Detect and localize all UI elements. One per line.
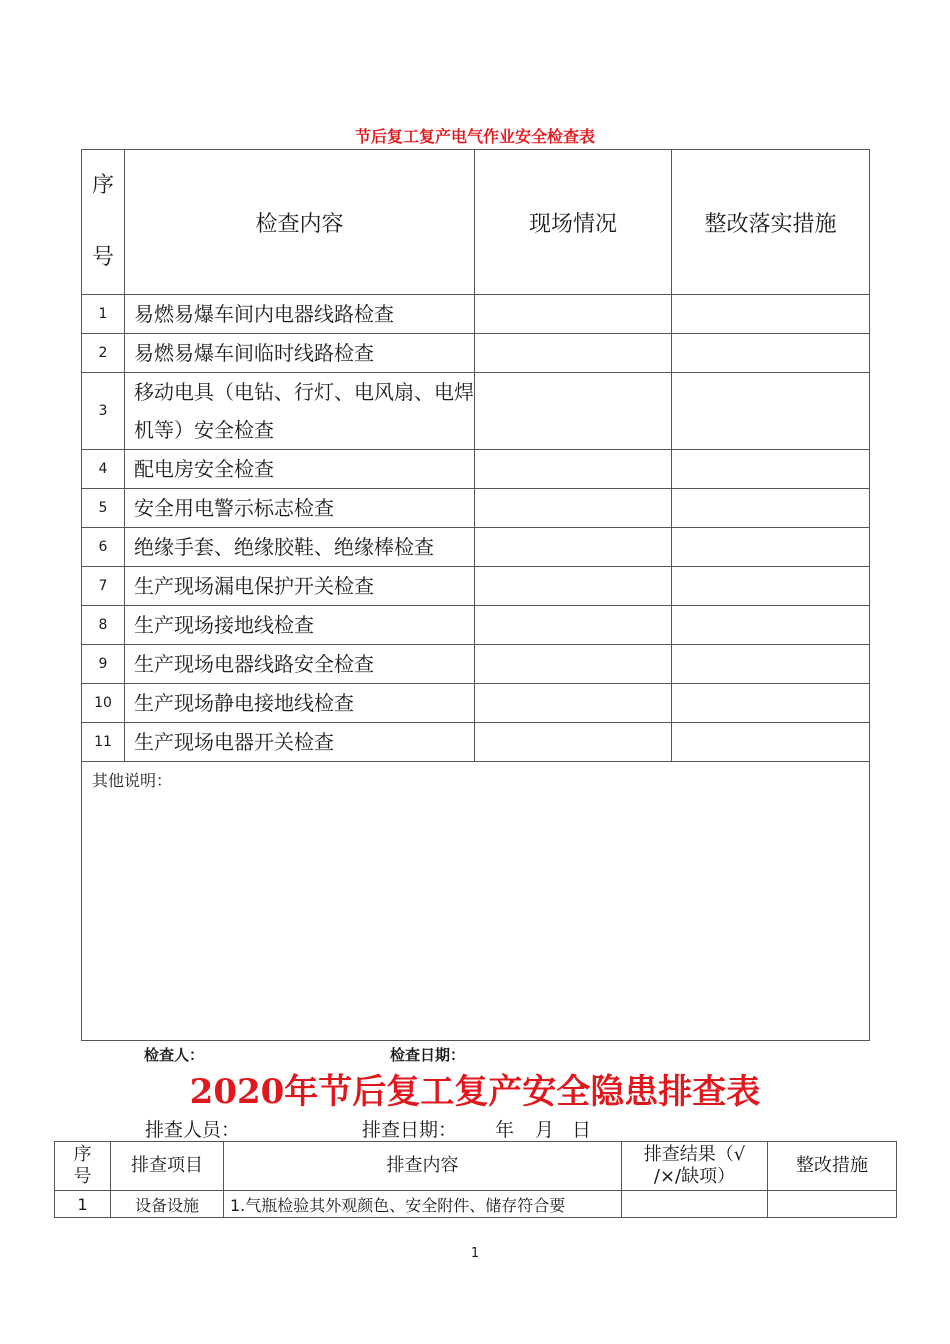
row-content: 生产现场电器开关检查	[125, 723, 475, 762]
day-label: 日	[572, 1119, 592, 1141]
table-row	[82, 645, 870, 684]
row-content: 生产现场接地线检查	[125, 606, 475, 645]
measures-cell[interactable]	[672, 606, 870, 645]
header-seq-line2: 号	[91, 245, 114, 270]
header-item: 排查项目	[111, 1142, 224, 1191]
header-measures: 整改措施	[768, 1142, 897, 1191]
situation-cell[interactable]	[475, 606, 672, 645]
month-label: 月	[535, 1119, 555, 1141]
header-result-line1: 排查结果（√	[643, 1144, 746, 1165]
doc1-title: 节后复工复产电气作业安全检查表	[354, 127, 595, 146]
row-number: 5	[82, 489, 125, 528]
row-number: 11	[82, 723, 125, 762]
table-row	[82, 334, 870, 373]
measures-cell[interactable]	[672, 450, 870, 489]
table-row	[82, 567, 870, 606]
header-result	[622, 1142, 768, 1191]
row-content: 绝缘手套、绝缘胶鞋、绝缘棒检查	[125, 528, 475, 567]
header-content: 排查内容	[224, 1142, 622, 1191]
row-number: 3	[82, 373, 125, 450]
doc2-title: 2020年节后复工复产安全隐患排查表	[189, 1072, 761, 1112]
measures-cell[interactable]	[672, 567, 870, 606]
situation-cell[interactable]	[475, 528, 672, 567]
row-item: 设备设施	[111, 1191, 224, 1218]
table-row	[82, 450, 870, 489]
notes-cell[interactable]	[82, 762, 870, 1041]
table-row	[82, 489, 870, 528]
measures-cell[interactable]	[672, 528, 870, 567]
header-seq-line1: 序	[91, 173, 114, 198]
check-date-label: 排查日期：	[362, 1119, 458, 1141]
row-content: 配电房安全检查	[125, 450, 475, 489]
inspector-label: 检查人：	[144, 1046, 205, 1064]
table-row	[82, 373, 870, 450]
row-content: 生产现场静电接地线检查	[125, 684, 475, 723]
hazard-check-table	[54, 1141, 897, 1218]
situation-cell[interactable]	[475, 489, 672, 528]
header-content: 检查内容	[125, 150, 475, 295]
staff-label: 排查人员：	[145, 1119, 241, 1141]
header-situation: 现场情况	[475, 150, 672, 295]
table-header-row	[82, 150, 870, 295]
result-cell[interactable]	[622, 1191, 768, 1218]
table-row	[55, 1191, 897, 1218]
table-row	[82, 528, 870, 567]
table-row	[82, 723, 870, 762]
situation-cell[interactable]	[475, 645, 672, 684]
situation-cell[interactable]	[475, 684, 672, 723]
situation-cell[interactable]	[475, 373, 672, 450]
row-content: 易燃易爆车间内电器线路检查	[125, 295, 475, 334]
row-content: 生产现场电器线路安全检查	[125, 645, 475, 684]
table-row	[82, 295, 870, 334]
inspection-date-label: 检查日期：	[390, 1046, 466, 1064]
measures-cell[interactable]	[768, 1191, 897, 1218]
table-row	[82, 684, 870, 723]
page-number: 1	[470, 1246, 480, 1261]
row-content: 安全用电警示标志检查	[125, 489, 475, 528]
row-number: 1	[82, 295, 125, 334]
situation-cell[interactable]	[475, 567, 672, 606]
situation-cell[interactable]	[475, 295, 672, 334]
electrical-check-table	[81, 149, 870, 1041]
header-seq	[55, 1142, 111, 1191]
measures-cell[interactable]	[672, 723, 870, 762]
situation-cell[interactable]	[475, 723, 672, 762]
measures-cell[interactable]	[672, 373, 870, 450]
row-number: 9	[82, 645, 125, 684]
row-number: 4	[82, 450, 125, 489]
measures-cell[interactable]	[672, 489, 870, 528]
row-content: 1.气瓶检验其外观颜色、安全附件、储存符合要	[224, 1191, 622, 1218]
header-result-line2: /×/缺项）	[653, 1166, 736, 1187]
header-seq-line1: 序	[73, 1144, 92, 1165]
row-content: 生产现场漏电保护开关检查	[125, 567, 475, 606]
header-seq-line2: 号	[73, 1166, 92, 1187]
header-seq	[82, 150, 125, 295]
measures-cell[interactable]	[672, 295, 870, 334]
year-label: 年	[495, 1119, 515, 1141]
row-number: 7	[82, 567, 125, 606]
measures-cell[interactable]	[672, 334, 870, 373]
table-header-row	[55, 1142, 897, 1191]
notes-row	[82, 762, 870, 1041]
row-number: 8	[82, 606, 125, 645]
row-number: 1	[55, 1191, 111, 1218]
measures-cell[interactable]	[672, 645, 870, 684]
row-content: 移动电具（电钻、行灯、电风扇、电焊机等）安全检查	[125, 373, 475, 450]
table-row	[82, 606, 870, 645]
situation-cell[interactable]	[475, 334, 672, 373]
row-number: 6	[82, 528, 125, 567]
row-content: 易燃易爆车间临时线路检查	[125, 334, 475, 373]
header-measures: 整改落实措施	[672, 150, 870, 295]
notes-label: 其他说明：	[92, 771, 173, 790]
measures-cell[interactable]	[672, 684, 870, 723]
row-number: 2	[82, 334, 125, 373]
situation-cell[interactable]	[475, 450, 672, 489]
row-number: 10	[82, 684, 125, 723]
